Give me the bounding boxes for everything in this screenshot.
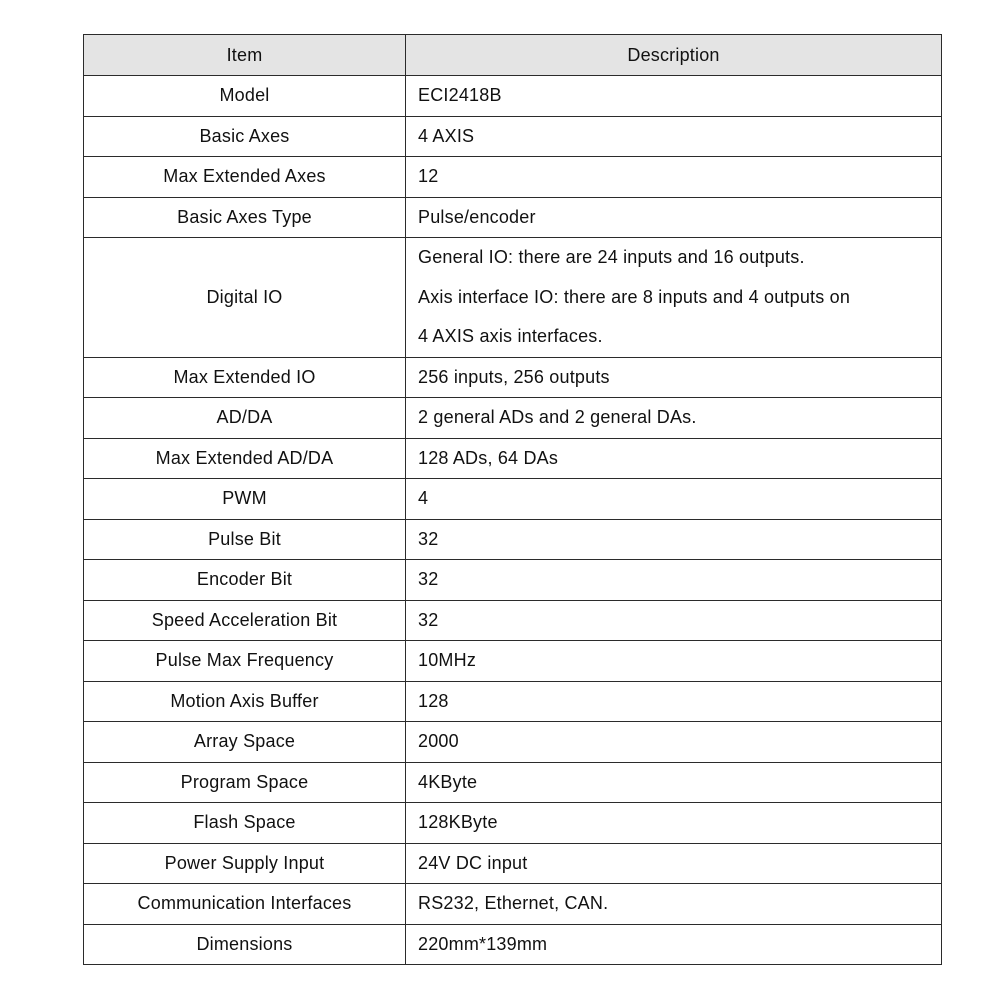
item-cell: Motion Axis Buffer bbox=[84, 681, 406, 722]
item-cell: Model bbox=[84, 76, 406, 117]
description-line: General IO: there are 24 inputs and 16 outputs. bbox=[418, 247, 805, 267]
description-cell bbox=[406, 803, 942, 844]
table-row bbox=[84, 600, 942, 641]
description-line: 2000 bbox=[418, 731, 459, 751]
item-cell: Max Extended AD/DA bbox=[84, 438, 406, 479]
description-cell bbox=[406, 843, 942, 884]
description-cell bbox=[406, 924, 942, 965]
table-row bbox=[84, 438, 942, 479]
item-cell: Program Space bbox=[84, 762, 406, 803]
description-line: 128 bbox=[418, 690, 449, 711]
item-cell: Basic Axes Type bbox=[84, 197, 406, 238]
description-cell bbox=[406, 884, 942, 925]
spec-table bbox=[83, 34, 942, 965]
description-cell bbox=[406, 519, 942, 560]
description-line: 256 inputs, 256 outputs bbox=[418, 366, 610, 387]
table-row bbox=[84, 681, 942, 722]
item-cell: Flash Space bbox=[84, 803, 406, 844]
header-row bbox=[84, 35, 942, 76]
description-cell bbox=[406, 641, 942, 682]
table-row bbox=[84, 398, 942, 439]
item-cell: Pulse Bit bbox=[84, 519, 406, 560]
table-row bbox=[84, 803, 942, 844]
table-row bbox=[84, 560, 942, 601]
table-row bbox=[84, 116, 942, 157]
description-cell bbox=[406, 197, 942, 238]
item-cell: Digital IO bbox=[84, 238, 406, 358]
description-cell bbox=[406, 76, 942, 117]
table-row bbox=[84, 479, 942, 520]
description-line: 220mm*139mm bbox=[418, 933, 548, 954]
item-cell: Array Space bbox=[84, 722, 406, 763]
description-line: 4KByte bbox=[418, 771, 478, 792]
table-row bbox=[84, 157, 942, 198]
table-body bbox=[84, 76, 942, 965]
description-line: 128 ADs, 64 DAs bbox=[418, 447, 559, 468]
description-cell bbox=[406, 398, 942, 439]
description-line: 4 bbox=[418, 488, 429, 508]
description-line: 32 bbox=[418, 609, 439, 630]
item-cell: Encoder Bit bbox=[84, 560, 406, 601]
description-cell bbox=[406, 116, 942, 157]
item-cell: Power Supply Input bbox=[84, 843, 406, 884]
table-row bbox=[84, 76, 942, 117]
item-cell: Basic Axes bbox=[84, 116, 406, 157]
table-row bbox=[84, 519, 942, 560]
description-line: 32 bbox=[418, 528, 439, 549]
description-line: 32 bbox=[418, 569, 439, 589]
table-row bbox=[84, 843, 942, 884]
description-line: 24V DC input bbox=[418, 852, 528, 873]
description-cell bbox=[406, 722, 942, 763]
description-line: ECI2418B bbox=[418, 85, 502, 105]
description-cell bbox=[406, 157, 942, 198]
description-line: Pulse/encoder bbox=[418, 206, 536, 227]
item-cell: Max Extended IO bbox=[84, 357, 406, 398]
description-line: Axis interface IO: there are 8 inputs and 4 outputs on bbox=[418, 286, 851, 307]
table-row bbox=[84, 197, 942, 238]
item-cell: PWM bbox=[84, 479, 406, 520]
table-row bbox=[84, 884, 942, 925]
description-line: 4 AXIS axis interfaces. bbox=[418, 326, 603, 346]
description-cell bbox=[406, 479, 942, 520]
description-line: 10MHz bbox=[418, 650, 477, 670]
description-cell bbox=[406, 762, 942, 803]
item-cell: Communication Interfaces bbox=[84, 884, 406, 925]
description-line: 12 bbox=[418, 166, 439, 186]
description-line: RS232, Ethernet, CAN. bbox=[418, 893, 609, 913]
description-line: 128KByte bbox=[418, 812, 498, 832]
description-cell bbox=[406, 560, 942, 601]
description-cell bbox=[406, 238, 942, 358]
description-line: 4 AXIS bbox=[418, 125, 475, 146]
table-header bbox=[84, 35, 942, 76]
description-cell bbox=[406, 600, 942, 641]
table-row bbox=[84, 238, 942, 358]
table-row bbox=[84, 924, 942, 965]
description-cell bbox=[406, 438, 942, 479]
item-cell: Speed Acceleration Bit bbox=[84, 600, 406, 641]
item-cell: Pulse Max Frequency bbox=[84, 641, 406, 682]
description-line: 2 general ADs and 2 general DAs. bbox=[418, 407, 697, 427]
table-row bbox=[84, 641, 942, 682]
item-cell: Max Extended Axes bbox=[84, 157, 406, 198]
item-cell: AD/DA bbox=[84, 398, 406, 439]
table-row bbox=[84, 357, 942, 398]
table-row bbox=[84, 722, 942, 763]
description-cell bbox=[406, 357, 942, 398]
item-cell: Dimensions bbox=[84, 924, 406, 965]
description-cell bbox=[406, 681, 942, 722]
header-description: Description bbox=[406, 35, 942, 76]
table-row bbox=[84, 762, 942, 803]
header-item: Item bbox=[84, 35, 406, 76]
